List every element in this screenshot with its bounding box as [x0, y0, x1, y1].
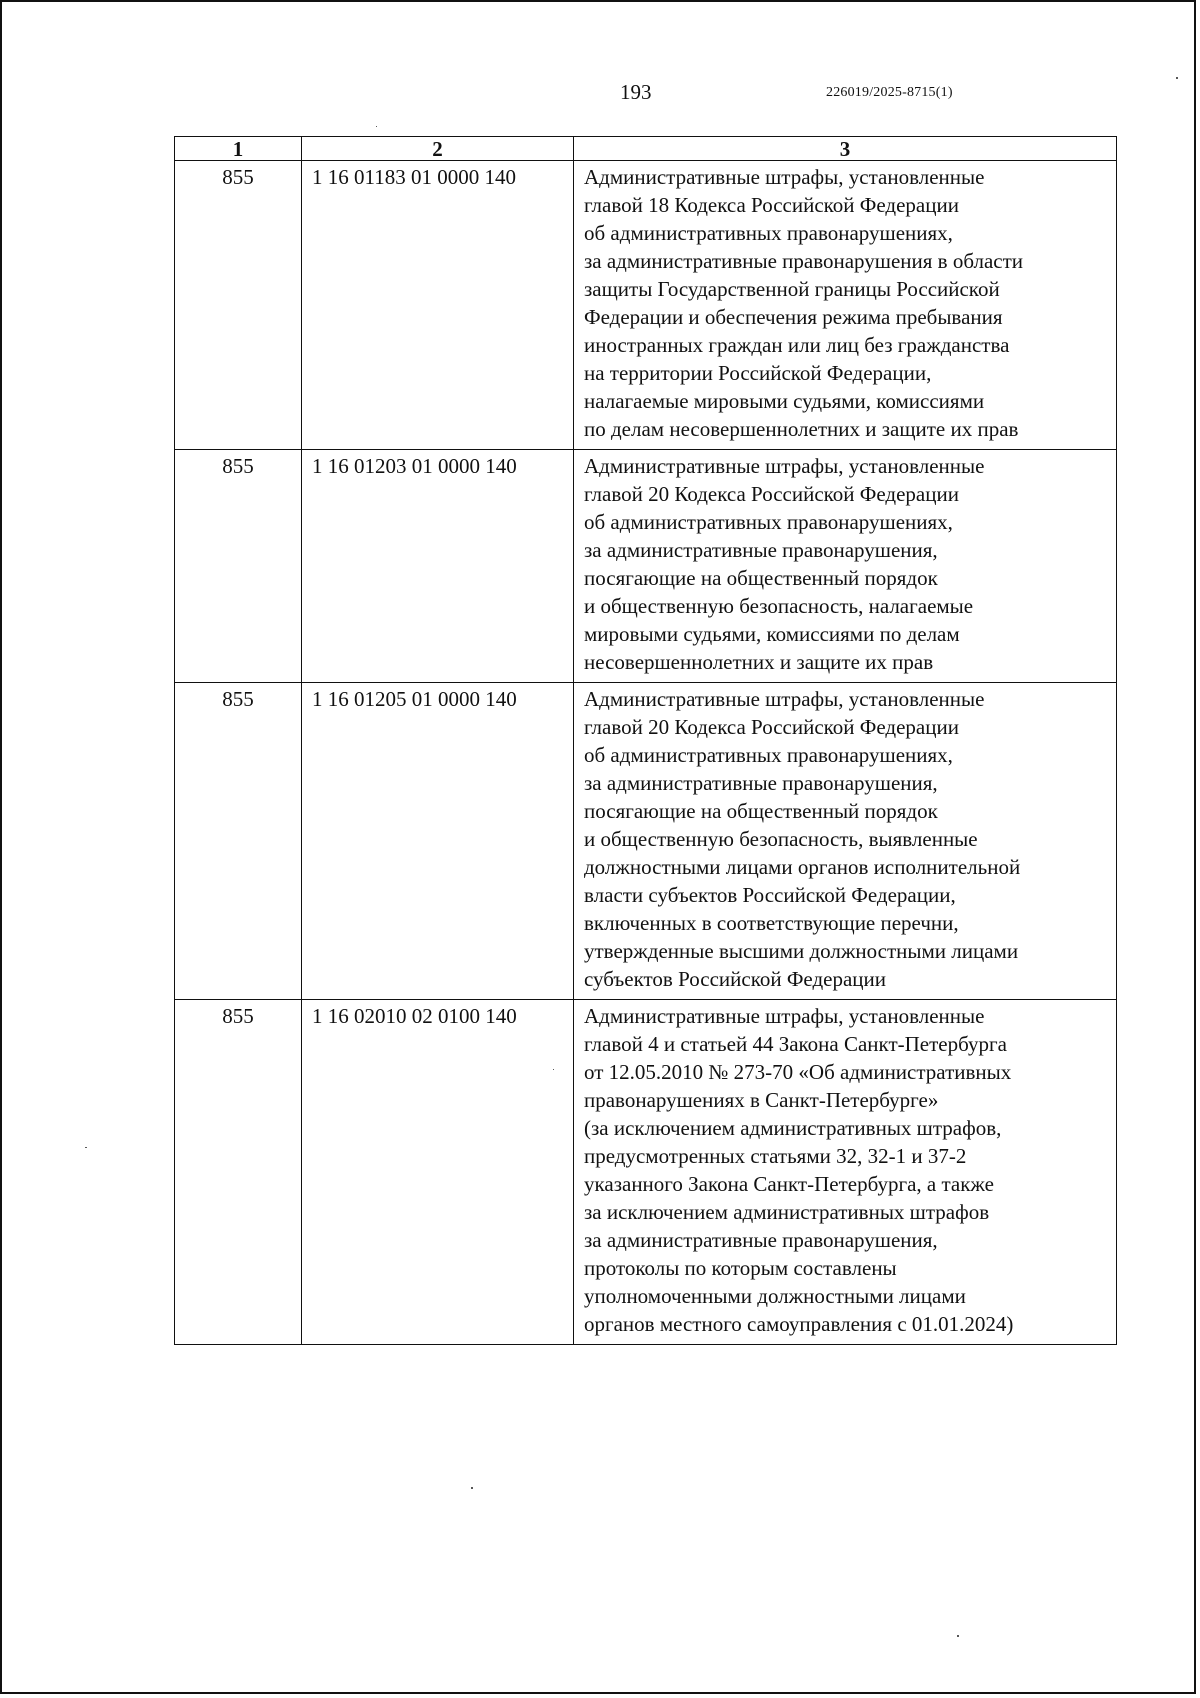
admin-code-cell: 855	[175, 161, 302, 450]
description-line: налагаемые мировыми судьями, комиссиями	[584, 389, 985, 413]
description-line: предусмотренных статьями 32, 32-1 и 37-2	[584, 1144, 967, 1168]
description-line: по делам несовершеннолетних и защите их прав	[584, 417, 1019, 441]
description-line: правонарушениях в Санкт-Петербурге»	[584, 1088, 939, 1112]
page-number: 193	[620, 80, 652, 104]
description-line: уполномоченными должностными лицами	[584, 1284, 966, 1308]
description-line: (за исключением административных штрафов,	[584, 1116, 1002, 1140]
description-line: субъектов Российской Федерации	[584, 967, 887, 991]
description-line: Федерации и обеспечения режима пребывания	[584, 305, 1003, 329]
kbk-code-cell: 1 16 01203 01 0000 140	[302, 450, 574, 683]
description-line: за административные правонарушения,	[584, 771, 938, 795]
description-line: и общественную безопасность, выявленные	[584, 827, 978, 851]
description-line: главой 20 Кодекса Российской Федерации	[584, 482, 959, 506]
description-line: Административные штрафы, установленные	[584, 454, 985, 478]
description-line: протоколы по которым составлены	[584, 1256, 897, 1280]
description-line: включенных в соответствующие перечни,	[584, 911, 959, 935]
description-line: главой 20 Кодекса Российской Федерации	[584, 715, 959, 739]
description-line: главой 4 и статьей 44 Закона Санкт-Петербурга	[584, 1032, 1007, 1056]
budget-classification-table	[174, 136, 1117, 1345]
description-line: главой 18 Кодекса Российской Федерации	[584, 193, 959, 217]
table-header-row	[175, 137, 1117, 161]
scan-speck	[85, 1147, 87, 1148]
description-line: на территории Российской Федерации,	[584, 361, 932, 385]
description-line: должностными лицами органов исполнительной	[584, 855, 1021, 879]
description-line: и общественную безопасность, налагаемые	[584, 594, 974, 618]
description-line: посягающие на общественный порядок	[584, 799, 938, 823]
description-line: органов местного самоуправления с 01.01.2024)	[584, 1312, 1014, 1336]
column-header-3: 3	[574, 137, 1117, 161]
kbk-code-cell: 1 16 01183 01 0000 140	[302, 161, 574, 450]
description-line: мировыми судьями, комиссиями по делам	[584, 622, 960, 646]
scan-speck	[957, 1635, 959, 1637]
description-line: за административные правонарушения в области	[584, 249, 1024, 273]
scan-speck	[376, 126, 377, 127]
scan-speck	[1176, 77, 1178, 79]
admin-code-cell: 855	[175, 1000, 302, 1345]
description-line: иностранных граждан или лиц без гражданства	[584, 333, 1010, 357]
description-line: Административные штрафы, установленные	[584, 687, 985, 711]
description-line: за административные правонарушения,	[584, 538, 938, 562]
description-line: утвержденные высшими должностными лицами	[584, 939, 1019, 963]
description-line: указанного Закона Санкт-Петербурга, а также	[584, 1172, 994, 1196]
description-line: об административных правонарушениях,	[584, 743, 953, 767]
description-cell	[574, 450, 1117, 683]
description-line: власти субъектов Российской Федерации,	[584, 883, 956, 907]
column-header-1: 1	[175, 137, 302, 161]
description-cell	[574, 1000, 1117, 1345]
column-header-2: 2	[302, 137, 574, 161]
description-cell	[574, 161, 1117, 450]
description-line: посягающие на общественный порядок	[584, 566, 938, 590]
description-line: об административных правонарушениях,	[584, 510, 953, 534]
description-line: от 12.05.2010 № 273-70 «Об административных	[584, 1060, 1012, 1084]
table-row	[175, 450, 1117, 683]
description-line: несовершеннолетних и защите их прав	[584, 650, 934, 674]
description-line: Административные штрафы, установленные	[584, 165, 985, 189]
scan-speck	[471, 1487, 473, 1489]
admin-code-cell: 855	[175, 683, 302, 1000]
kbk-code-cell: 1 16 01205 01 0000 140	[302, 683, 574, 1000]
description-line: за административные правонарушения,	[584, 1228, 938, 1252]
description-line: за исключением административных штрафов	[584, 1200, 990, 1224]
description-line: Административные штрафы, установленные	[584, 1004, 985, 1028]
admin-code-cell: 855	[175, 450, 302, 683]
kbk-code-cell: 1 16 02010 02 0100 140	[302, 1000, 574, 1345]
table-row	[175, 683, 1117, 1000]
table-row	[175, 161, 1117, 450]
table-row	[175, 1000, 1117, 1345]
description-line: защиты Государственной границы Российской	[584, 277, 1000, 301]
description-cell	[574, 683, 1117, 1000]
document-id: 226019/2025-8715(1)	[826, 85, 953, 100]
description-line: об административных правонарушениях,	[584, 221, 953, 245]
